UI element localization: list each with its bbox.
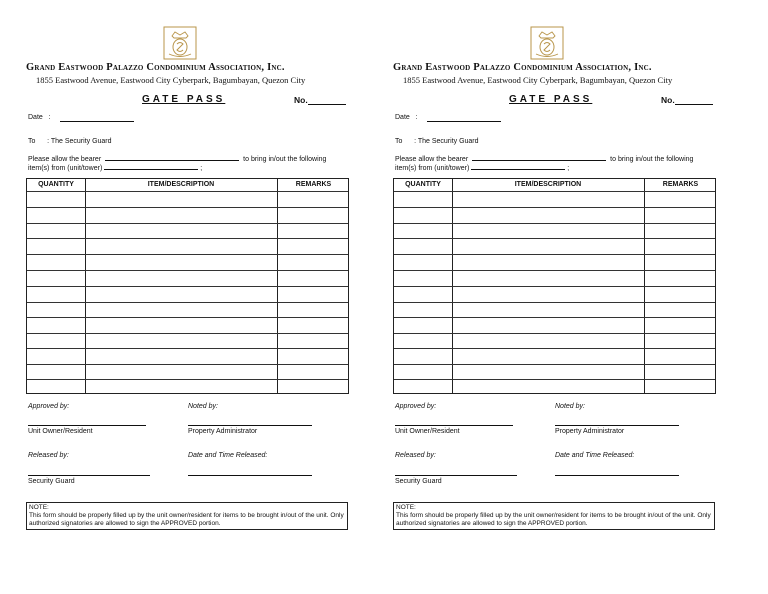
row-line [27, 191, 348, 192]
header-remarks: REMARKS [295, 181, 332, 188]
row-line [394, 364, 715, 365]
org-address: 1855 Eastwood Avenue, Eastwood City Cyberpark, Bagumbayan, Quezon City [403, 75, 673, 85]
header-quantity: QUANTITY [38, 181, 74, 188]
row-line [394, 302, 715, 303]
from-line: item(s) from (unit/tower) ; [28, 165, 203, 172]
noted-label: Noted by: [188, 403, 218, 410]
admin-signature-field[interactable] [555, 425, 679, 426]
row-line [27, 333, 348, 334]
guard-signature-field[interactable] [28, 475, 150, 476]
unit-owner-label: Unit Owner/Resident [395, 428, 460, 435]
row-line [27, 286, 348, 287]
noted-label: Noted by: [555, 403, 585, 410]
number-field[interactable] [675, 104, 713, 105]
property-admin-label: Property Administrator [188, 428, 258, 435]
row-line [27, 348, 348, 349]
unit-owner-signature-field[interactable] [28, 425, 146, 426]
row-line [394, 270, 715, 271]
row-line [27, 302, 348, 303]
number-field[interactable] [308, 104, 346, 105]
note-box [393, 502, 715, 530]
row-line [394, 348, 715, 349]
note-box [26, 502, 348, 530]
datetime-released-field[interactable] [555, 475, 679, 476]
to-label: To [28, 138, 36, 145]
approved-label: Approved by: [28, 403, 70, 410]
header-remarks: REMARKS [662, 181, 699, 188]
crest-logo-icon [163, 26, 197, 60]
row-line [27, 207, 348, 208]
row-line [27, 254, 348, 255]
to-value: : The Security Guard [414, 138, 479, 145]
header-item-description: ITEM/DESCRIPTION [514, 181, 582, 188]
note-text: This form should be properly filled up by the unit owner/resident for items to be brought in/out of the unit. Only authorized signatories are allowed to sign the APPROVED portion. [29, 512, 344, 527]
row-line [394, 191, 715, 192]
to-line [395, 138, 479, 145]
row-line [27, 270, 348, 271]
admin-signature-field[interactable] [188, 425, 312, 426]
date-label: Date : [395, 114, 418, 121]
row-line [27, 364, 348, 365]
released-label: Released by: [395, 452, 436, 459]
bearer-field[interactable] [105, 154, 239, 161]
guard-signature-field[interactable] [395, 475, 517, 476]
form-title: GATE PASS [509, 94, 593, 105]
bearer-line: Please allow the bearer to bring in/out the following [28, 156, 327, 163]
number-label: No. [661, 95, 675, 105]
note-label: NOTE: [29, 504, 49, 511]
unit-tower-field[interactable] [471, 163, 565, 170]
header-item-description: ITEM/DESCRIPTION [147, 181, 215, 188]
date-field[interactable] [427, 121, 501, 122]
gate-pass-form-right [393, 24, 719, 544]
row-line [394, 254, 715, 255]
datetime-released-label: Date and Time Released: [555, 452, 635, 459]
header-quantity: QUANTITY [405, 181, 441, 188]
row-line [27, 238, 348, 239]
approved-label: Approved by: [395, 403, 437, 410]
date-field[interactable] [60, 121, 134, 122]
datetime-released-field[interactable] [188, 475, 312, 476]
row-line [394, 379, 715, 380]
released-label: Released by: [28, 452, 69, 459]
crest-logo-icon [530, 26, 564, 60]
row-line [27, 379, 348, 380]
gate-pass-form-left [26, 24, 352, 544]
row-line [394, 238, 715, 239]
unit-owner-signature-field[interactable] [395, 425, 513, 426]
to-label: To [395, 138, 403, 145]
row-line [394, 286, 715, 287]
row-line [394, 223, 715, 224]
row-line [27, 223, 348, 224]
items-table [393, 178, 716, 394]
org-address: 1855 Eastwood Avenue, Eastwood City Cyberpark, Bagumbayan, Quezon City [36, 75, 306, 85]
bearer-line: Please allow the bearer to bring in/out the following [395, 156, 694, 163]
row-line [27, 317, 348, 318]
org-name: Grand Eastwood Palazzo Condominium Association, Inc. [26, 62, 285, 73]
unit-tower-field[interactable] [104, 163, 198, 170]
row-line [394, 317, 715, 318]
date-label: Date : [28, 114, 51, 121]
unit-owner-label: Unit Owner/Resident [28, 428, 93, 435]
bearer-field[interactable] [472, 154, 606, 161]
security-guard-label: Security Guard [395, 478, 442, 485]
row-line [394, 207, 715, 208]
datetime-released-label: Date and Time Released: [188, 452, 268, 459]
number-label: No. [294, 95, 308, 105]
note-label: NOTE: [396, 504, 416, 511]
to-value: : The Security Guard [47, 138, 112, 145]
note-text: This form should be properly filled up by the unit owner/resident for items to be brought in/out of the unit. Only authorized signatories are allowed to sign the APPROVED portion. [396, 512, 711, 527]
row-line [394, 333, 715, 334]
org-name: Grand Eastwood Palazzo Condominium Association, Inc. [393, 62, 652, 73]
security-guard-label: Security Guard [28, 478, 75, 485]
from-line: item(s) from (unit/tower) ; [395, 165, 570, 172]
items-table [26, 178, 349, 394]
property-admin-label: Property Administrator [555, 428, 625, 435]
form-title: GATE PASS [142, 94, 226, 105]
to-line [28, 138, 112, 145]
